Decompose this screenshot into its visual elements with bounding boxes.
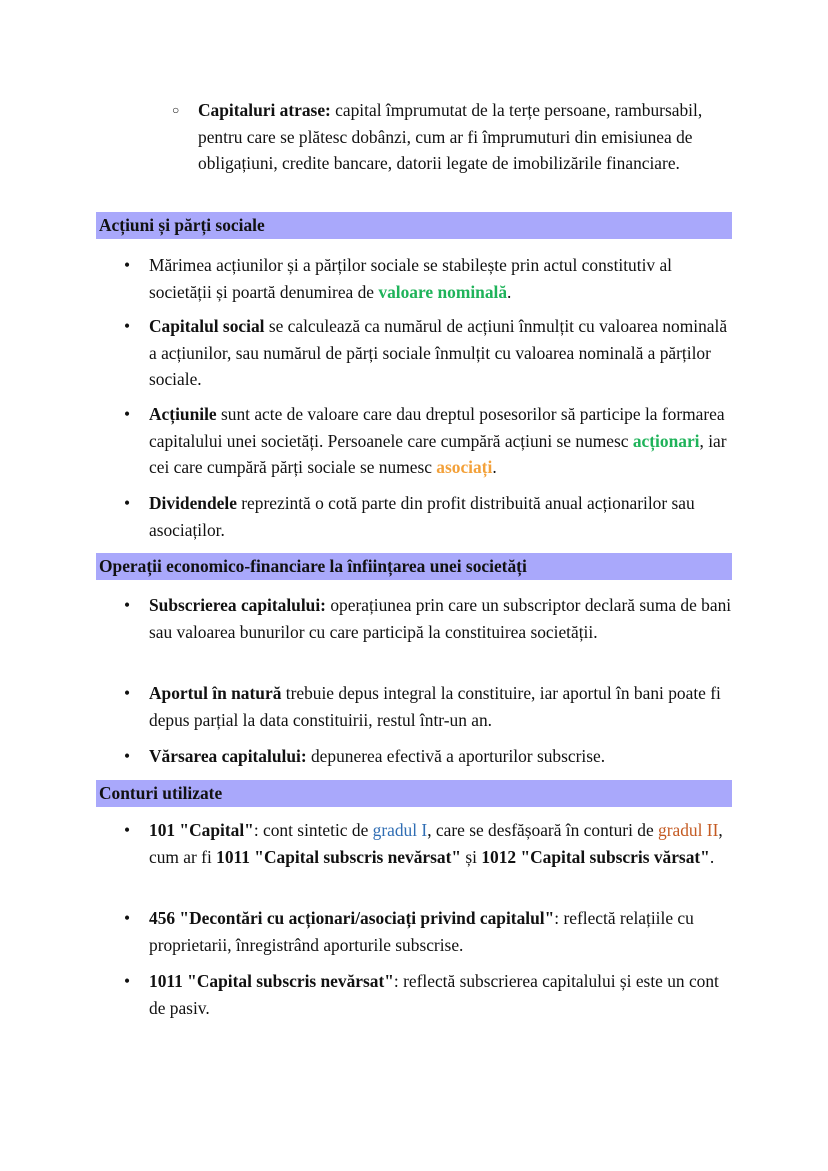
section-header-actiuni: Acțiuni și părți sociale bbox=[96, 212, 732, 239]
list-item: • 1011 "Capital subscris nevărsat": reflectă subscrierea capitalului și este un cont de pasiv. bbox=[149, 968, 739, 1021]
list-item: • Acțiunile sunt acte de valoare care dau dreptul posesorilor să participe la formarea capitalului unei societăți. Persoanele care cumpără acțiuni se numesc acționari, iar cei care cumpără părți sociale se numesc asociați. bbox=[149, 401, 739, 481]
list-item: • Dividendele reprezintă o cotă parte din profit distribuită anual acționarilor sau asociaților. bbox=[149, 490, 739, 543]
term: 101 "Capital" bbox=[149, 820, 254, 840]
list-item: • Mărimea acțiunilor și a părților sociale se stabilește prin actul constitutiv al societății și poartă denumirea de valoare nominală. bbox=[149, 252, 739, 305]
list-item: • 101 "Capital": cont sintetic de gradul I, care se desfășoară în conturi de gradul II, cum ar fi 1011 "Capital subscris nevărsat" și 1012 "Capital subscris vărsat". bbox=[149, 817, 739, 870]
section-header-operatii: Operații economico-financiare la înființarea unei societăți bbox=[96, 553, 732, 580]
highlight-actionari: acționari bbox=[632, 430, 700, 451]
list-item: • 456 "Decontări cu acționari/asociați privind capitalul": reflectă relațiile cu proprietarii, înregistrând aporturile subscrise. bbox=[149, 905, 739, 958]
link-gradul-ii: gradul II bbox=[658, 820, 719, 840]
list-item: • Subscrierea capitalului: operațiunea prin care un subscriptor declară suma de bani sau valoarea bunurilor cu care participă la constituirea societății. bbox=[149, 592, 739, 645]
bullet-icon: • bbox=[124, 316, 131, 336]
bullet-icon: • bbox=[124, 908, 131, 928]
bullet-icon: • bbox=[124, 683, 131, 703]
list-item: • Vărsarea capitalului: depunerea efectivă a aporturilor subscrise. bbox=[149, 743, 739, 770]
highlight-valoare-nominala: valoare nominală bbox=[378, 281, 508, 302]
term: Capitalul social bbox=[149, 316, 265, 336]
link-gradul-i: gradul I bbox=[372, 820, 428, 840]
term: Dividendele bbox=[149, 493, 237, 513]
bullet-icon: • bbox=[124, 820, 131, 840]
term: Subscrierea capitalului: bbox=[149, 595, 326, 615]
section-header-conturi: Conturi utilizate bbox=[96, 780, 732, 807]
highlight-asociati: asociați bbox=[436, 457, 493, 477]
item-text: capital împrumutat de la terțe persoane, rambursabil, pentru care se plătesc dobânzi, cum ar fi împrumuturi din emisiunea de obligațiuni, credite bancare, datorii legate de imobilizările financiare. bbox=[198, 100, 703, 173]
bullet-icon: • bbox=[124, 493, 131, 513]
term: Acțiunile bbox=[149, 404, 217, 424]
bullet-icon: • bbox=[124, 595, 131, 615]
term: Aportul în natură bbox=[149, 683, 282, 703]
bullet-icon: • bbox=[124, 255, 131, 275]
term: Vărsarea capitalului: bbox=[149, 746, 307, 766]
list-item: • Capitalul social se calculează ca numărul de acțiuni înmulțit cu valoarea nominală a acțiunilor, sau numărul de părți sociale înmulțit cu valoarea nominală a părților sociale. bbox=[149, 313, 739, 393]
list-item-capitaluri-atrase bbox=[172, 97, 738, 177]
bullet-icon: • bbox=[124, 746, 131, 766]
term: 456 "Decontări cu acționari/asociați privind capitalul" bbox=[149, 908, 555, 928]
circle-bullet-icon: ○ bbox=[172, 103, 180, 117]
term: Capitaluri atrase: bbox=[198, 100, 331, 120]
bullet-icon: • bbox=[124, 404, 131, 424]
list-item: • Aportul în natură trebuie depus integral la constituire, iar aportul în bani poate fi depus parțial la data constituirii, restul într-un an. bbox=[149, 680, 739, 733]
bullet-icon: • bbox=[124, 971, 131, 991]
term: 1011 "Capital subscris nevărsat" bbox=[149, 971, 394, 991]
